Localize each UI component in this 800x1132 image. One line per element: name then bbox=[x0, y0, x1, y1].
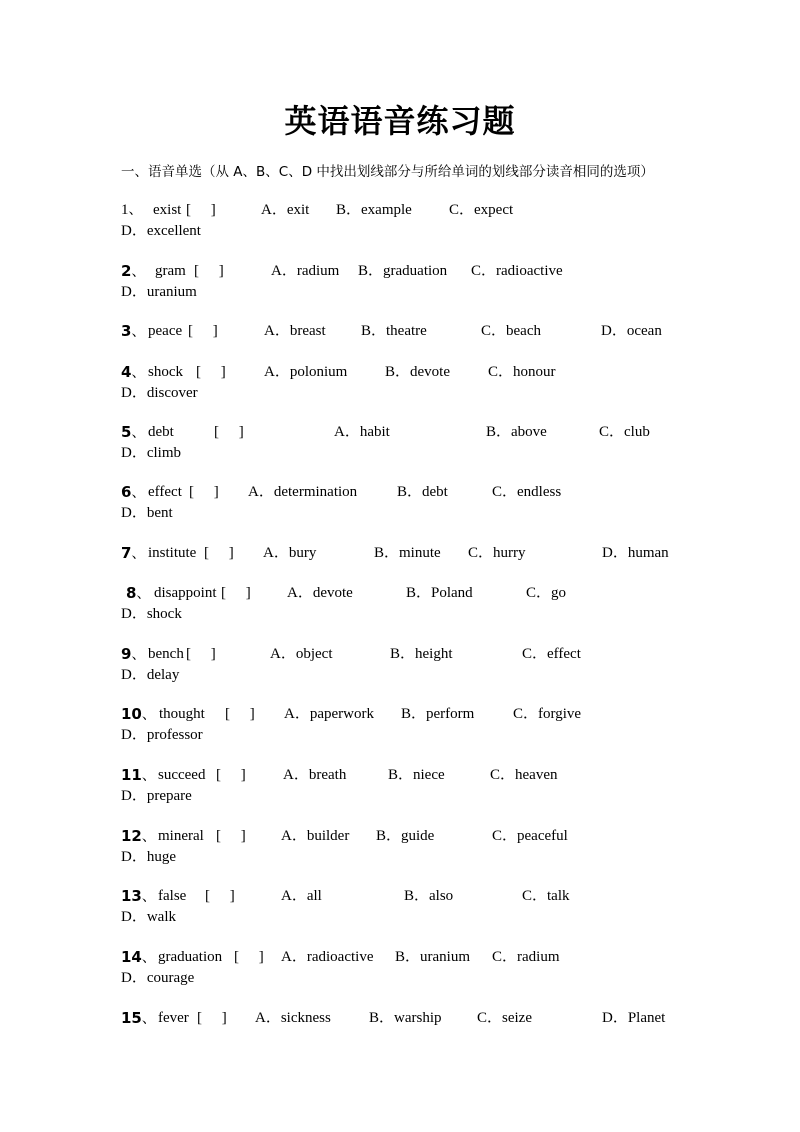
option-letter: A． bbox=[284, 706, 310, 722]
question-number: 8 bbox=[126, 584, 137, 602]
answer-bracket[interactable]: [ ] bbox=[197, 1010, 227, 1026]
option-letter: A． bbox=[264, 323, 290, 339]
answer-option[interactable] bbox=[406, 583, 473, 604]
option-word: peaceful bbox=[517, 828, 568, 844]
question-separator: 、 bbox=[141, 768, 156, 784]
answer-option[interactable] bbox=[602, 543, 669, 564]
answer-option[interactable] bbox=[481, 321, 541, 342]
question-word: thought bbox=[159, 706, 205, 722]
option-letter: D． bbox=[121, 606, 147, 622]
option-word: huge bbox=[146, 849, 177, 865]
option-letter: B． bbox=[369, 1010, 395, 1026]
answer-option[interactable] bbox=[397, 482, 448, 503]
answer-option[interactable] bbox=[477, 1008, 532, 1029]
option-letter: A． bbox=[334, 424, 360, 440]
option-letter: B． bbox=[388, 767, 414, 783]
option-word: bury bbox=[288, 545, 317, 561]
option-letter: B． bbox=[336, 202, 362, 218]
question-separator: 、 bbox=[131, 264, 146, 280]
option-word: club bbox=[624, 424, 650, 440]
answer-bracket[interactable]: [ ] bbox=[216, 767, 246, 783]
option-word: example bbox=[361, 202, 412, 218]
question-number: 1 bbox=[121, 202, 129, 218]
option-word: height bbox=[415, 646, 453, 662]
option-word: debt bbox=[422, 484, 448, 500]
option-word: determination bbox=[273, 484, 358, 500]
question-number: 14 bbox=[121, 948, 142, 966]
answer-option[interactable] bbox=[121, 282, 197, 303]
question-separator: 、 bbox=[131, 324, 146, 340]
option-letter: B． bbox=[486, 424, 512, 440]
option-letter: B． bbox=[406, 585, 432, 601]
answer-option[interactable] bbox=[121, 383, 198, 404]
option-letter: C． bbox=[481, 323, 507, 339]
question-word: effect bbox=[148, 484, 182, 500]
option-letter: B． bbox=[358, 263, 384, 279]
answer-bracket[interactable]: [ ] bbox=[221, 585, 251, 601]
answer-bracket[interactable]: [ ] bbox=[194, 263, 224, 279]
answer-option[interactable] bbox=[526, 583, 566, 604]
question-item bbox=[121, 200, 701, 242]
question-word: bench bbox=[148, 646, 184, 662]
answer-bracket[interactable]: [ ] bbox=[225, 706, 255, 722]
option-word: professor bbox=[146, 727, 203, 743]
option-word: sickness bbox=[280, 1010, 331, 1026]
answer-option[interactable] bbox=[121, 221, 201, 242]
question-separator: 、 bbox=[128, 202, 143, 218]
option-letter: D． bbox=[121, 667, 147, 683]
answer-option[interactable] bbox=[261, 200, 309, 221]
option-letter: B． bbox=[404, 888, 430, 904]
question-word: peace bbox=[148, 323, 183, 339]
option-word: radium bbox=[296, 263, 340, 279]
option-word: also bbox=[429, 888, 454, 904]
answer-bracket[interactable]: [ ] bbox=[214, 424, 244, 440]
option-letter: A． bbox=[264, 364, 290, 380]
answer-option[interactable] bbox=[264, 362, 347, 383]
option-word: seize bbox=[502, 1010, 532, 1026]
question-separator: 、 bbox=[141, 1011, 156, 1027]
answer-option[interactable] bbox=[121, 847, 176, 868]
question-number: 10 bbox=[121, 705, 142, 723]
answer-option[interactable] bbox=[270, 644, 333, 665]
answer-option[interactable] bbox=[358, 261, 447, 282]
option-letter: D． bbox=[121, 909, 147, 925]
option-letter: B． bbox=[390, 646, 416, 662]
option-word: breast bbox=[289, 323, 326, 339]
option-letter: A． bbox=[287, 585, 313, 601]
option-letter: A． bbox=[281, 888, 307, 904]
answer-option[interactable] bbox=[522, 644, 581, 665]
option-word: polonium bbox=[289, 364, 348, 380]
question-separator: 、 bbox=[131, 546, 146, 562]
answer-option[interactable] bbox=[271, 261, 339, 282]
option-word: beach bbox=[506, 323, 541, 339]
answer-option[interactable] bbox=[121, 604, 182, 625]
option-letter: A． bbox=[263, 545, 289, 561]
question-word: debt bbox=[148, 424, 174, 440]
answer-option[interactable] bbox=[121, 725, 203, 746]
option-word: human bbox=[627, 545, 669, 561]
option-letter: C． bbox=[488, 364, 514, 380]
question-separator: 、 bbox=[136, 586, 151, 602]
question-item bbox=[121, 826, 701, 868]
question-item bbox=[121, 321, 701, 342]
answer-bracket[interactable]: [ ] bbox=[234, 949, 264, 965]
option-word: guide bbox=[401, 828, 435, 844]
option-letter: C． bbox=[513, 706, 539, 722]
option-word: courage bbox=[146, 970, 195, 986]
option-letter: D． bbox=[602, 1010, 628, 1026]
answer-option[interactable] bbox=[248, 482, 357, 503]
answer-option[interactable] bbox=[601, 321, 662, 342]
option-word: climb bbox=[146, 445, 182, 461]
answer-option[interactable] bbox=[369, 1008, 442, 1029]
question-number: 2 bbox=[121, 262, 132, 280]
answer-option[interactable] bbox=[121, 665, 179, 686]
question-separator: 、 bbox=[131, 365, 146, 381]
option-word: hurry bbox=[493, 545, 526, 561]
option-word: radioactive bbox=[306, 949, 374, 965]
option-letter: A． bbox=[270, 646, 296, 662]
answer-option[interactable] bbox=[404, 886, 453, 907]
option-word: radium bbox=[517, 949, 560, 965]
answer-bracket[interactable]: [ ] bbox=[205, 888, 235, 904]
option-word: uranium bbox=[420, 949, 471, 965]
option-letter: D． bbox=[601, 323, 627, 339]
answer-option[interactable] bbox=[449, 200, 513, 221]
option-letter: D． bbox=[121, 788, 147, 804]
answer-bracket[interactable]: [ ] bbox=[216, 828, 246, 844]
answer-option[interactable] bbox=[284, 704, 374, 725]
answer-option[interactable] bbox=[121, 907, 176, 928]
option-word: all bbox=[306, 888, 322, 904]
option-word: warship bbox=[394, 1010, 442, 1026]
option-letter: A． bbox=[261, 202, 287, 218]
question-word: mineral bbox=[158, 828, 204, 844]
question-separator: 、 bbox=[131, 485, 146, 501]
answer-option[interactable] bbox=[388, 765, 445, 786]
option-letter: C． bbox=[526, 585, 552, 601]
option-word: perform bbox=[426, 706, 475, 722]
option-letter: C． bbox=[522, 888, 548, 904]
answer-bracket[interactable]: [ ] bbox=[189, 484, 219, 500]
question-item bbox=[121, 704, 701, 746]
answer-option[interactable] bbox=[490, 765, 558, 786]
question-item bbox=[121, 482, 701, 524]
option-word: Planet bbox=[627, 1010, 666, 1026]
option-letter: A． bbox=[281, 828, 307, 844]
option-word: theatre bbox=[386, 323, 427, 339]
option-word: breath bbox=[308, 767, 347, 783]
question-separator: 、 bbox=[131, 647, 146, 663]
answer-option[interactable] bbox=[121, 503, 173, 524]
option-letter: D． bbox=[121, 445, 147, 461]
option-word: go bbox=[551, 585, 567, 601]
option-letter: B． bbox=[376, 828, 402, 844]
option-word: radioactive bbox=[496, 263, 563, 279]
answer-option[interactable] bbox=[281, 886, 322, 907]
question-word: succeed bbox=[158, 767, 206, 783]
option-letter: A． bbox=[271, 263, 297, 279]
question-number: 12 bbox=[121, 827, 142, 845]
question-word: institute bbox=[148, 545, 197, 561]
option-word: discover bbox=[146, 385, 198, 401]
option-word: walk bbox=[146, 909, 177, 925]
question-number: 4 bbox=[121, 363, 132, 381]
option-letter: C． bbox=[449, 202, 475, 218]
answer-option[interactable] bbox=[287, 583, 353, 604]
option-word: paperwork bbox=[309, 706, 374, 722]
question-item bbox=[121, 765, 701, 807]
option-word: heaven bbox=[515, 767, 558, 783]
answer-bracket[interactable]: [ ] bbox=[188, 323, 218, 339]
answer-option[interactable] bbox=[263, 543, 316, 564]
answer-option[interactable] bbox=[121, 443, 181, 464]
answer-bracket[interactable]: [ ] bbox=[186, 202, 216, 218]
option-letter: C． bbox=[522, 646, 548, 662]
answer-option[interactable] bbox=[283, 765, 346, 786]
question-separator: 、 bbox=[131, 425, 146, 441]
option-letter: B． bbox=[401, 706, 427, 722]
option-word: forgive bbox=[538, 706, 582, 722]
question-word: shock bbox=[148, 364, 183, 380]
option-word: habit bbox=[359, 424, 390, 440]
answer-option[interactable] bbox=[395, 947, 470, 968]
option-letter: C． bbox=[471, 263, 497, 279]
option-letter: B． bbox=[397, 484, 423, 500]
option-letter: D． bbox=[121, 505, 147, 521]
option-letter: D． bbox=[602, 545, 628, 561]
answer-bracket[interactable]: [ ] bbox=[196, 364, 226, 380]
answer-option[interactable] bbox=[471, 261, 563, 282]
answer-option[interactable] bbox=[522, 886, 570, 907]
page-title: 英语语音练习题 bbox=[284, 102, 516, 140]
option-letter: D． bbox=[121, 385, 147, 401]
option-word: expect bbox=[474, 202, 514, 218]
option-word: talk bbox=[547, 888, 570, 904]
answer-option[interactable] bbox=[401, 704, 474, 725]
option-word: shock bbox=[146, 606, 182, 622]
answer-option[interactable] bbox=[281, 826, 349, 847]
answer-option[interactable] bbox=[492, 826, 568, 847]
answer-option[interactable] bbox=[376, 826, 434, 847]
question-number: 6 bbox=[121, 483, 132, 501]
section-instruction: 一、语音单选（从 A、B、C、D 中找出划线部分与所给单词的划线部分读音相同的选项） bbox=[121, 164, 654, 180]
answer-option[interactable] bbox=[385, 362, 450, 383]
answer-option[interactable] bbox=[492, 482, 561, 503]
option-word: honour bbox=[513, 364, 556, 380]
answer-option[interactable] bbox=[121, 968, 194, 989]
option-word: ocean bbox=[626, 323, 662, 339]
option-letter: C． bbox=[492, 484, 518, 500]
option-letter: D． bbox=[121, 284, 147, 300]
question-word: exist bbox=[153, 202, 182, 218]
option-word: effect bbox=[547, 646, 581, 662]
question-item bbox=[121, 1008, 701, 1029]
option-word: graduation bbox=[383, 263, 448, 279]
option-letter: D． bbox=[121, 970, 147, 986]
option-letter: D． bbox=[121, 849, 147, 865]
option-word: exit bbox=[286, 202, 310, 218]
answer-bracket[interactable]: [ ] bbox=[186, 646, 216, 662]
option-letter: C． bbox=[492, 949, 518, 965]
option-letter: B． bbox=[385, 364, 411, 380]
option-word: Poland bbox=[431, 585, 473, 601]
option-letter: B． bbox=[374, 545, 400, 561]
question-separator: 、 bbox=[141, 707, 156, 723]
answer-option[interactable] bbox=[513, 704, 581, 725]
option-letter: B． bbox=[395, 949, 421, 965]
answer-bracket[interactable]: [ ] bbox=[204, 545, 234, 561]
option-word: excellent bbox=[146, 223, 201, 239]
option-word: minute bbox=[399, 545, 441, 561]
option-word: object bbox=[295, 646, 333, 662]
question-word: graduation bbox=[158, 949, 223, 965]
option-letter: B． bbox=[361, 323, 387, 339]
option-word: builder bbox=[306, 828, 350, 844]
option-letter: A． bbox=[255, 1010, 281, 1026]
option-letter: C． bbox=[492, 828, 518, 844]
option-letter: D． bbox=[121, 223, 147, 239]
option-word: endless bbox=[517, 484, 562, 500]
question-word: gram bbox=[155, 263, 186, 279]
option-letter: D． bbox=[121, 727, 147, 743]
option-word: uranium bbox=[146, 284, 197, 300]
option-word: delay bbox=[146, 667, 180, 683]
question-item bbox=[121, 422, 701, 464]
question-word: fever bbox=[158, 1010, 189, 1026]
answer-option[interactable] bbox=[486, 422, 547, 443]
option-letter: A． bbox=[248, 484, 274, 500]
question-word: disappoint bbox=[154, 585, 217, 601]
answer-option[interactable] bbox=[599, 422, 650, 443]
answer-option[interactable] bbox=[121, 786, 192, 807]
answer-option[interactable] bbox=[602, 1008, 665, 1029]
question-number: 7 bbox=[121, 544, 132, 562]
question-item bbox=[121, 644, 701, 686]
answer-option[interactable] bbox=[334, 422, 390, 443]
option-letter: A． bbox=[281, 949, 307, 965]
option-word: niece bbox=[413, 767, 445, 783]
option-letter: C． bbox=[477, 1010, 503, 1026]
answer-option[interactable] bbox=[255, 1008, 331, 1029]
question-item bbox=[121, 362, 701, 404]
question-item bbox=[121, 261, 701, 303]
answer-option[interactable] bbox=[336, 200, 412, 221]
option-word: devote bbox=[312, 585, 353, 601]
question-number: 15 bbox=[121, 1009, 142, 1027]
question-number: 11 bbox=[121, 766, 142, 784]
answer-option[interactable] bbox=[488, 362, 556, 383]
question-number: 13 bbox=[121, 887, 142, 905]
question-item bbox=[121, 583, 701, 625]
answer-option[interactable] bbox=[361, 321, 427, 342]
answer-option[interactable] bbox=[390, 644, 453, 665]
answer-option[interactable] bbox=[281, 947, 373, 968]
option-word: bent bbox=[146, 505, 173, 521]
answer-option[interactable] bbox=[264, 321, 326, 342]
question-item bbox=[121, 947, 701, 989]
option-letter: A． bbox=[283, 767, 309, 783]
option-letter: C． bbox=[599, 424, 625, 440]
question-separator: 、 bbox=[141, 950, 156, 966]
question-number: 5 bbox=[121, 423, 132, 441]
question-item bbox=[121, 543, 701, 564]
answer-option[interactable] bbox=[492, 947, 560, 968]
answer-option[interactable] bbox=[374, 543, 441, 564]
option-word: devote bbox=[410, 364, 450, 380]
question-separator: 、 bbox=[141, 889, 156, 905]
question-number: 9 bbox=[121, 645, 132, 663]
question-item bbox=[121, 886, 701, 928]
option-word: prepare bbox=[146, 788, 192, 804]
question-separator: 、 bbox=[141, 829, 156, 845]
question-number: 3 bbox=[121, 322, 132, 340]
answer-option[interactable] bbox=[468, 543, 526, 564]
question-word: false bbox=[158, 888, 187, 904]
option-letter: C． bbox=[468, 545, 494, 561]
option-word: above bbox=[511, 424, 547, 440]
option-letter: C． bbox=[490, 767, 516, 783]
